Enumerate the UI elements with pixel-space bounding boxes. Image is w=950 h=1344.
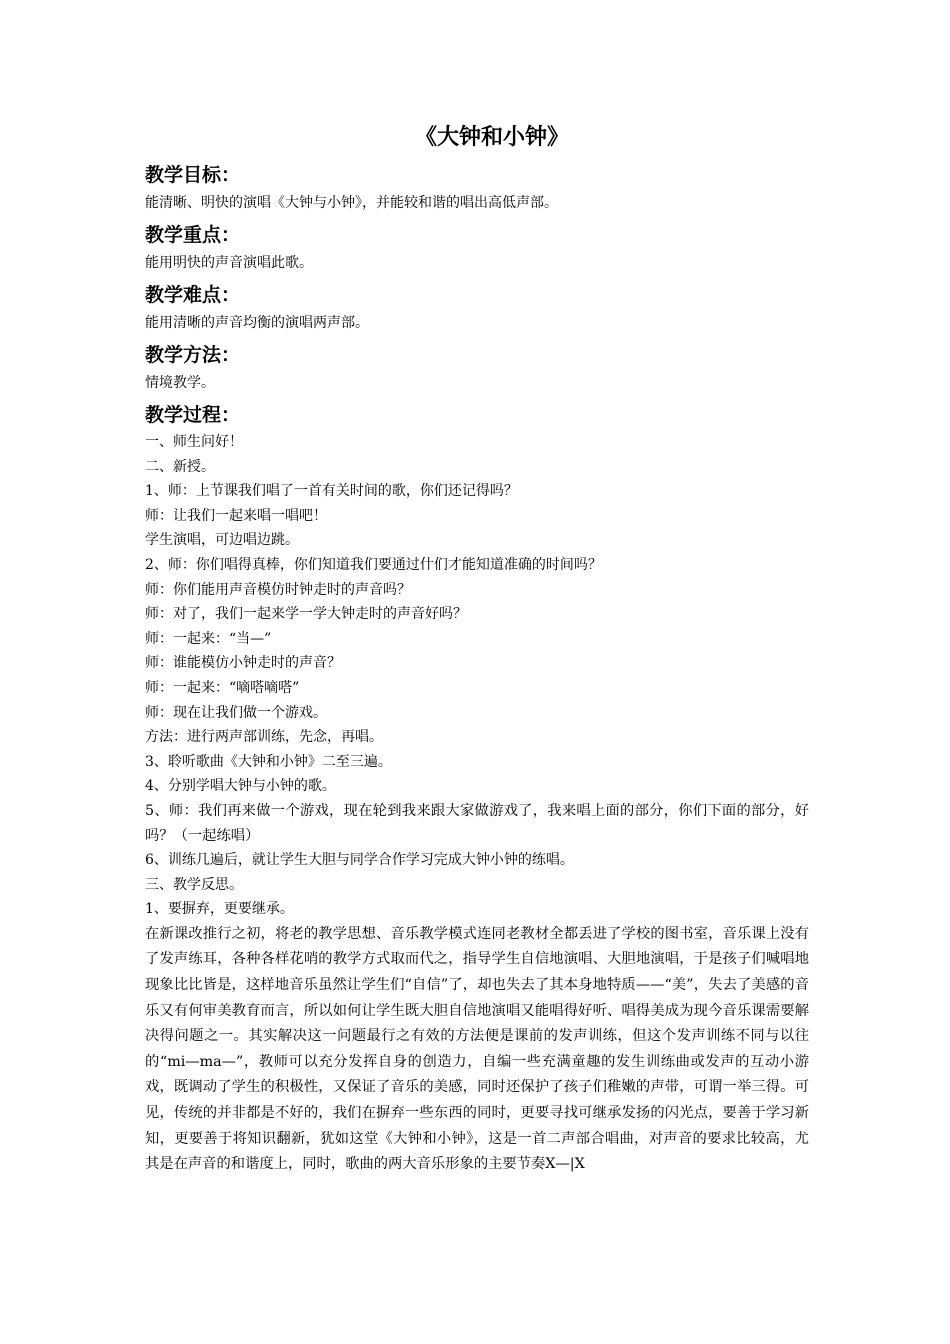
process-line: 师：对了，我们一起来学一学大钟走时的声音好吗？: [145, 606, 467, 623]
process-line: 师：一起来：“当—”: [145, 630, 272, 647]
reflection-paragraph: 在新课改推行之初，将老的教学思想、音乐教学模式连同老教材全都丢进了学校的图书室，音乐课上没有了发声练耳，各种各样花哨的教学方式取而代之，指导学生自信地演唱、大胆地演唱，于是孩子们喊唱地现象比比皆是，这样地音乐虽然让学生们“自信”了，却也失去了其本身地特质——“美”，失去了美感的音乐又有何审美教育而言，所以如何让学生既大胆自信地演唱又能唱得好听、唱得美成为现今音乐课需要解决得问题之一。其实解决这一问题最行之有效的方法便是课前的发声训练，但这个发声训练不同与以往的“mi—ma—”，教师可以充分发挥自身的创造力，自编一些充满童趣的发生训练曲或发声的互动小游戏，既调动了学生的积极性，又保证了音乐的美感，同时还保护了孩子们稚嫩的声带，可谓一举三得。可见，传统的并非都是不好的，我们在摒弃一些东西的同时，更要寻找可继承发扬的闪光点，要善于学习新知，更要善于将知识翻新，犹如这堂《大钟和小钟》，这是一首二声部合唱曲，对声音的要求比较高，尤其是在声音的和谐度上，同时，歌曲的两大音乐形象的主要节奏X—|X: [145, 925, 809, 1173]
section-methods: [145, 340, 809, 396]
section-heading-methods: 教学方法：: [145, 344, 241, 366]
process-line: 6、训练几遍后，就让学生大胆与同学合作学习完成大钟小钟的练唱。: [145, 852, 574, 869]
section-difficulties: [145, 280, 809, 336]
section-objectives: [145, 160, 809, 216]
section-process: [145, 400, 809, 1178]
section-heading-process: 教学过程：: [145, 404, 241, 426]
process-line: 1、要摒弃，更要继承。: [145, 901, 294, 918]
document-title: 《大钟和小钟》: [414, 125, 569, 150]
section-key-points: [145, 220, 809, 276]
section-heading-key-points: 教学重点：: [145, 224, 241, 246]
process-line: 师：现在让我们做一个游戏。: [145, 704, 327, 721]
section-body-methods: 情境教学。: [145, 375, 215, 391]
document-page: [145, 120, 809, 1178]
process-line: 4、分别学唱大钟与小钟的歌。: [145, 778, 336, 795]
process-line: 三、教学反思。: [145, 876, 243, 893]
process-line: 3、聆听歌曲《大钟和小钟》二至三遍。: [145, 753, 392, 770]
process-line: 1、师：上节课我们唱了一首有关时间的歌，你们还记得吗？: [145, 483, 518, 500]
section-heading-objectives: 教学目标：: [145, 164, 241, 186]
process-line: 二、新授。: [145, 458, 215, 475]
process-line: 一、师生问好！: [145, 434, 243, 450]
process-line: 学生演唱，可边唱边跳。: [145, 532, 299, 549]
section-heading-difficulties: 教学难点：: [145, 284, 241, 306]
process-line: 2、师：你们唱得真棒，你们知道我们要通过什们才能知道准确的时间吗？: [145, 556, 602, 573]
section-body-key-points: 能用明快的声音演唱此歌。: [145, 255, 313, 271]
process-line: 师：你们能用声音模仿时钟走时的声音吗？: [145, 581, 411, 598]
process-line: 方法：进行两声部训练，先念，再唱。: [145, 729, 383, 746]
section-body-difficulties: 能用清晰的声音均衡的演唱两声部。: [145, 315, 369, 331]
process-line: 师：让我们一起来唱一唱吧！: [145, 507, 327, 524]
process-paragraph-5: 5、师：我们再来做一个游戏，现在轮到我来跟大家做游戏了，我来唱上面的部分，你们下面的部分，好吗？（一起练唱）: [145, 802, 809, 844]
process-line: 师：谁能模仿小钟走时的声音？: [145, 655, 341, 672]
process-line: 师：一起来：“嘀嗒嘀嗒”: [145, 679, 300, 696]
section-body-objectives: 能清晰、明快的演唱《大钟与小钟》，并能较和谐的唱出高低声部。: [145, 195, 558, 211]
